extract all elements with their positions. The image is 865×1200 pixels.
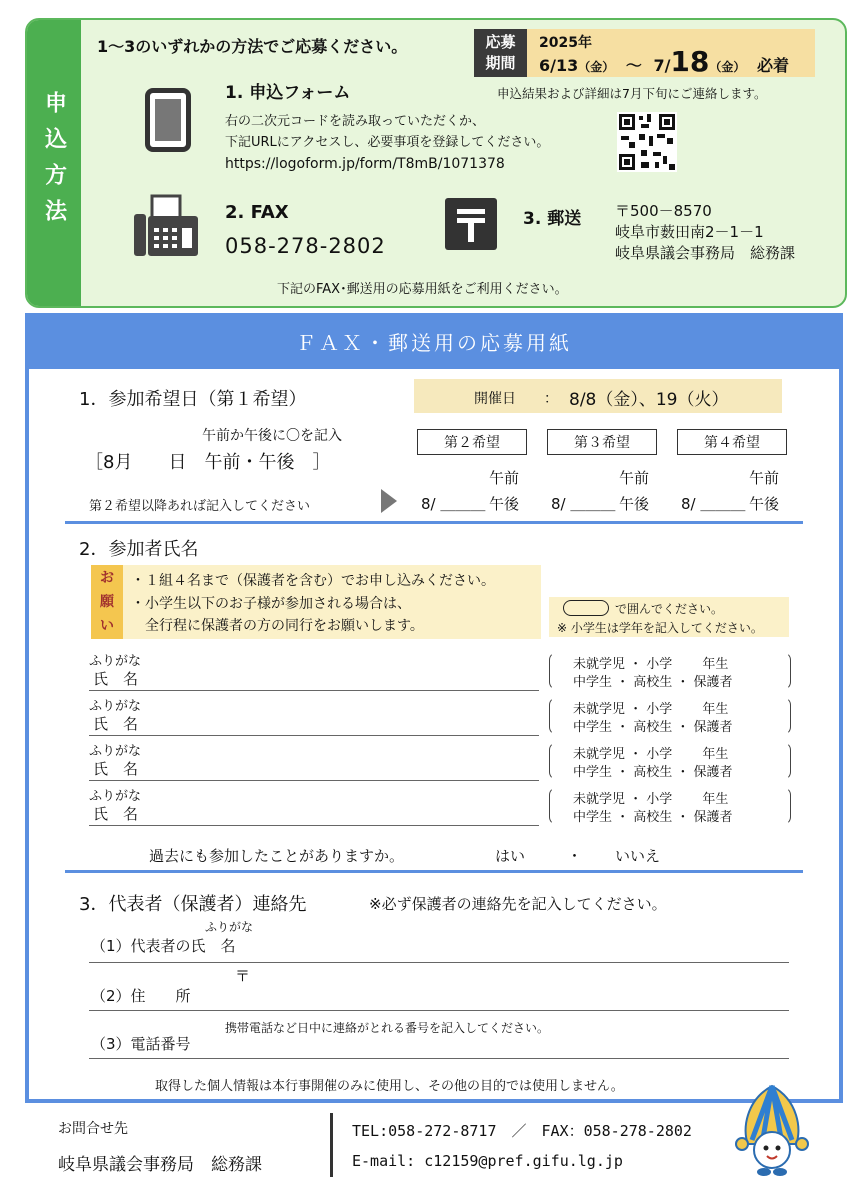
notice-line1: ・１組４名まで（保護者を含む）でお申し込みください。 [131,573,495,589]
name-label: 氏 名 [93,670,139,688]
postal-code: 〒500－8570 [615,202,712,220]
name-line [89,825,539,826]
option-separator: ・ [567,847,583,865]
furigana-label: ふりがな [89,789,142,804]
fax-number: 058-278-2802 [225,234,386,258]
method1-title: 1. 申込フォーム [225,83,351,103]
name-line [89,690,539,691]
choice3-date[interactable]: 8/ ＿＿＿ [551,495,616,513]
phone-label: （3）電話番号 [91,1035,191,1053]
contact-label: お問合せ先 [58,1121,128,1137]
participant-row[interactable] [89,695,799,739]
phone-line[interactable] [89,1058,789,1059]
category-line1[interactable]: 未就学児 ・ 小学 年生 [573,792,729,807]
event-dates: 8/8（金）、19（火） [569,390,729,410]
method1-line1: 右の二次元コードを読み取っていただくか、 [225,114,486,129]
past-yes-option[interactable]: はい [495,847,526,865]
category-line2[interactable]: 中学生 ・ 高校生 ・ 保護者 [573,765,733,780]
representative-name-line[interactable] [89,962,789,963]
application-side-label: 申込方法 [27,20,81,306]
section2-title: 2．参加者氏名 [79,539,199,560]
section1-title: 1．参加希望日（第１希望） [79,389,307,410]
zip-mark: 〒 [235,967,251,985]
section-divider [65,521,803,524]
event-colon: ： [544,391,558,407]
contact-office: 岐阜県議会事務局 総務課 [58,1155,262,1175]
name-line [89,780,539,781]
past-participation-question: 過去にも参加したことがありますか。 [149,847,405,865]
category-line1[interactable]: 未就学児 ・ 小学 年生 [573,747,729,762]
event-label: 開催日 [474,391,516,407]
application-methods-panel [25,18,847,308]
period-year: 2025年 [539,35,592,51]
postal-address: 岐阜市薮田南2－1－1 [615,223,764,241]
category-line2[interactable]: 中学生 ・ 高校生 ・ 保護者 [573,720,733,735]
phone-note: 携帯電話など日中に連絡がとれる番号を記入してください。 [225,1021,550,1035]
name-label: 氏 名 [93,760,139,778]
category-line1[interactable]: 未就学児 ・ 小学 年生 [573,657,729,672]
choice2-label: 第２希望 [417,429,527,455]
choice2-date[interactable]: 8/ ＿＿＿ [421,495,486,513]
furigana-label: ふりがな [89,699,142,714]
circle-instruction-box [549,597,789,637]
choice3-am[interactable]: 午前 [619,469,650,487]
circle-note: で囲んでください。 [615,602,724,616]
participant-row[interactable] [89,785,799,829]
qr-code-icon[interactable] [617,112,677,172]
notice-line2: ・小学生以下のお子様が参加される場合は、 [131,596,411,612]
event-dates-box [414,379,782,413]
application-period [527,29,815,77]
name-line [89,735,539,736]
furigana-label: ふりがな [89,744,142,759]
notice-line3: 全行程に保護者の方の同行をお願いします。 [131,618,424,634]
method1-url[interactable]: https://logoform.jp/form/T8mB/1071378 [225,156,505,172]
name-label: 氏 名 [93,715,139,733]
grade-note: ※ 小学生は学年を記入してください。 [557,621,763,635]
fax-icon [132,194,200,258]
method3-title: 3. 郵送 [523,209,582,229]
postal-office: 岐阜県議会事務局 総務課 [615,244,796,262]
category-line2[interactable]: 中学生 ・ 高校生 ・ 保護者 [573,675,733,690]
notice-tag: お 願 い [91,565,123,639]
guardian-required-note: ※必ず保護者の連絡先を記入してください。 [369,895,667,913]
representative-furigana: ふりがな [205,920,254,934]
arrow-right-icon [381,489,397,513]
section3-title: 3．代表者（保護者）連絡先 [79,894,307,915]
oval-sample-icon [563,600,609,616]
past-no-option[interactable]: いいえ [615,847,661,865]
application-form [25,313,843,1103]
privacy-note: 取得した個人情報は本行事開催のみに使用し、その他の目的では使用しません。 [155,1079,624,1094]
participant-row[interactable] [89,650,799,694]
category-line1[interactable]: 未就学児 ・ 小学 年生 [573,702,729,717]
tablet-icon [145,88,191,152]
address-line[interactable] [89,1010,789,1011]
application-period-tag: 応募 期間 [474,29,527,77]
choice3-pm[interactable]: 午後 [619,495,650,513]
application-headline: 1～3のいずれかの方法でご応募ください。 [97,37,408,56]
choice4-pm[interactable]: 午後 [749,495,780,513]
choice4-date[interactable]: 8/ ＿＿＿ [681,495,746,513]
postal-mark-icon [445,198,497,250]
form-title: ＦＡＸ・郵送用の応募用紙 [29,317,839,369]
choice4-label: 第４希望 [677,429,787,455]
notice-box [123,565,541,639]
footer-divider [330,1113,333,1177]
representative-name-label: （1）代表者の氏 名 [91,937,236,955]
first-choice-entry[interactable]: ［8月 日 午前・午後 ］ [85,452,331,473]
apply-bottom-note: 下記のFAX･郵送用の応募用紙をご利用ください。 [277,282,568,297]
method1-line2: 下記URLにアクセスし、必要事項を登録してください。 [225,135,550,150]
choice2-pm[interactable]: 午後 [489,495,520,513]
method2-title: 2. FAX [225,202,289,223]
name-label: 氏 名 [93,805,139,823]
contact-tel-fax: TEL:058-272-8717 ／ FAX：058-278-2802 [352,1122,692,1140]
category-line2[interactable]: 中学生 ・ 高校生 ・ 保護者 [573,810,733,825]
furigana-label: ふりがな [89,654,142,669]
choice2-am[interactable]: 午前 [489,469,520,487]
method1-note: 申込結果および詳細は7月下旬にご連絡します。 [497,86,767,101]
section-divider [65,870,803,873]
participant-row[interactable] [89,740,799,784]
contact-email[interactable]: E-mail: c12159@pref.gifu.lg.jp [352,1152,623,1170]
ampm-hint: 午前か午後に〇を記入 [202,428,342,444]
more-choices-note: 第２希望以降あれば記入してください [89,499,311,514]
mascot-character-icon [724,1082,820,1178]
period-dates: 6/13（金） ～ 7/18（金） 必着 [539,45,789,78]
address-label: （2）住 所 [91,987,191,1005]
choice4-am[interactable]: 午前 [749,469,780,487]
choice3-label: 第３希望 [547,429,657,455]
